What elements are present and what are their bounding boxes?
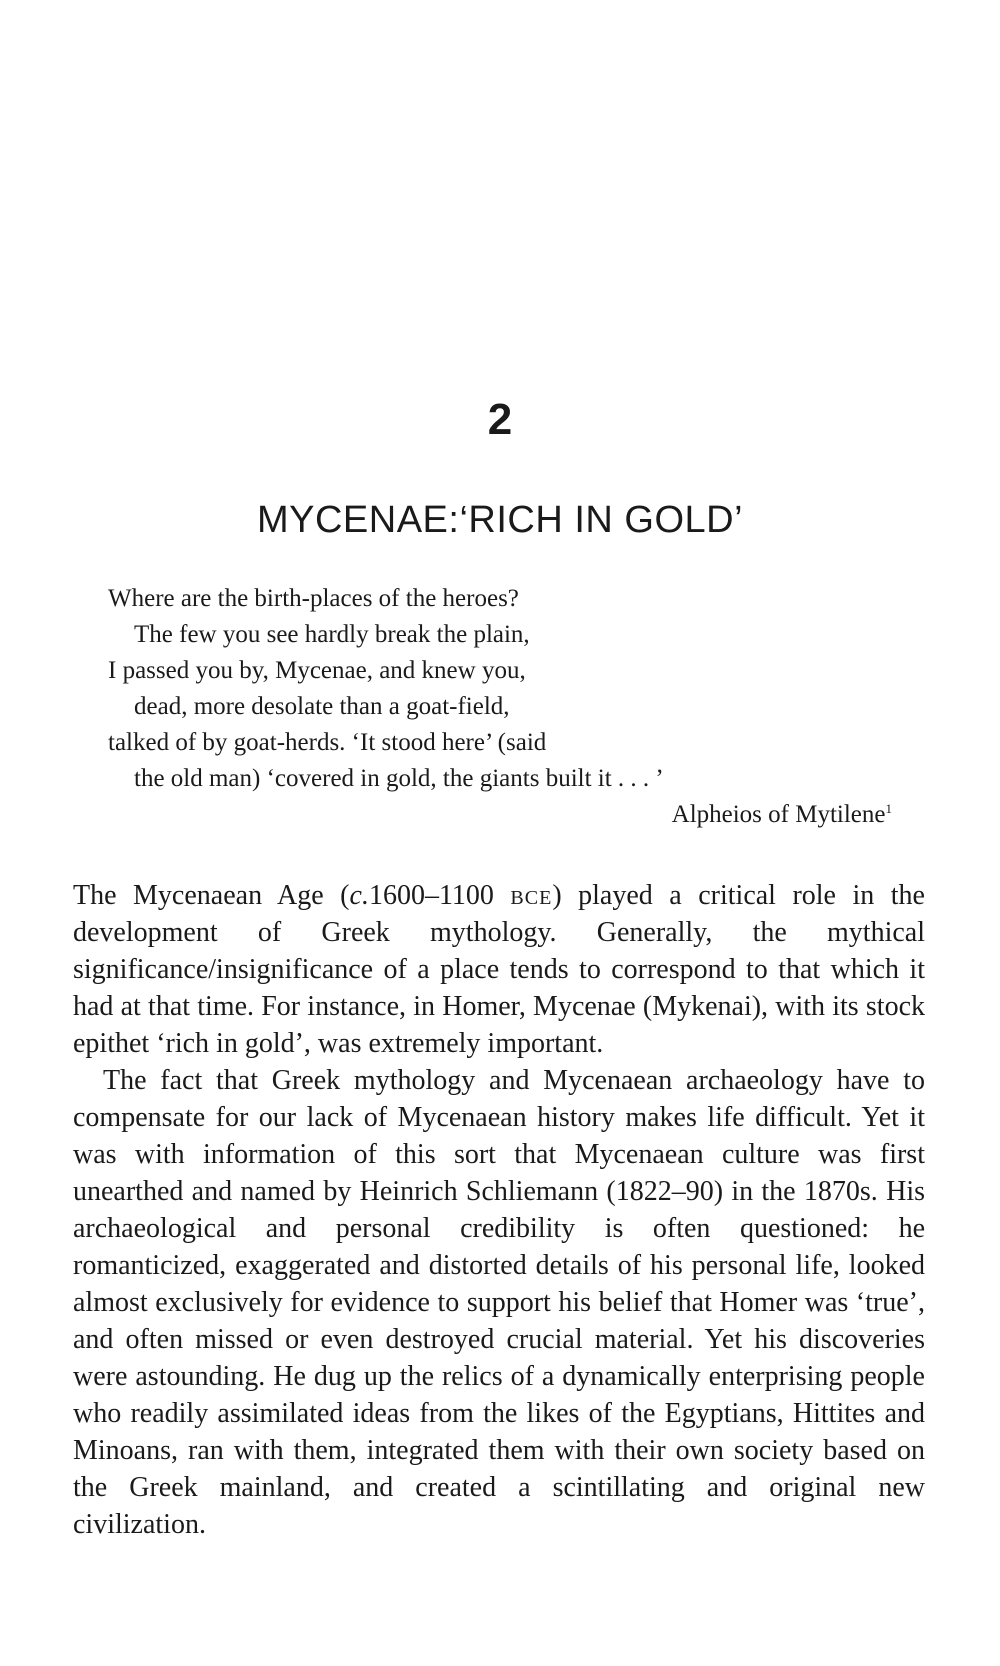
epigraph-line: I passed you by, Mycenae, and knew you,	[108, 657, 526, 684]
epigraph	[108, 581, 898, 833]
epigraph-line: talked of by goat-herds. ‘It stood here’ (said	[108, 729, 547, 756]
paragraph-2: The fact that Greek mythology and Mycenaean archaeology have to compensate for our lack of Mycenaean history makes life difficult. Yet it was with information of this sort that Mycenaean culture was first unearthed and named by Heinrich Schliemann (1822–90) in the 1870s. His archaeological and personal credibility is often questioned: he romanticized, exaggerated and distorted details of his personal life, looked almost exclusively for evidence to support his belief that Homer was ‘true’, and often missed or even destroyed crucial material. Yet his discoveries were astounding. He dug up the relics of a dynamically enterprising people who readily assimilated ideas from the likes of the Egyptians, Hittites and Minoans, ran with them, integrated them with their own society based on the Greek mainland, and created a scintillating and original new civilization.	[73, 1065, 925, 1540]
p1-era: bce	[510, 880, 553, 911]
epigraph-line: The few you see hardly break the plain,	[134, 621, 530, 648]
epigraph-line: the old man) ‘covered in gold, the giants built it . . . ’	[134, 765, 664, 792]
p1-date: 1600–1100	[368, 880, 511, 911]
p1-circa: c.	[349, 880, 369, 911]
footnote-marker: 1	[885, 801, 892, 816]
p1-after-date: ) played a critical role in the development of Greek mythology. Generally, the mythical significance/insignificance of a place tends to correspond to that which it had at that time. For instance, in Homer, Mycenae (Mykenai), with its stock epithet ‘rich in gold’, was extremely important.	[73, 880, 925, 1059]
epigraph-line: Where are the birth-places of the heroes?	[108, 585, 519, 612]
attribution-author: Alpheios of Mytilene	[671, 801, 886, 828]
epigraph-attribution	[108, 797, 898, 833]
chapter-number: 2	[487, 395, 513, 444]
paragraph-1	[73, 877, 925, 1062]
chapter-title: MYCENAE:‘RICH IN GOLD’	[256, 499, 744, 541]
body-text	[73, 877, 925, 1543]
p1-before-date: The Mycenaean Age (	[73, 880, 350, 911]
epigraph-line: dead, more desolate than a goat-field,	[134, 693, 510, 720]
